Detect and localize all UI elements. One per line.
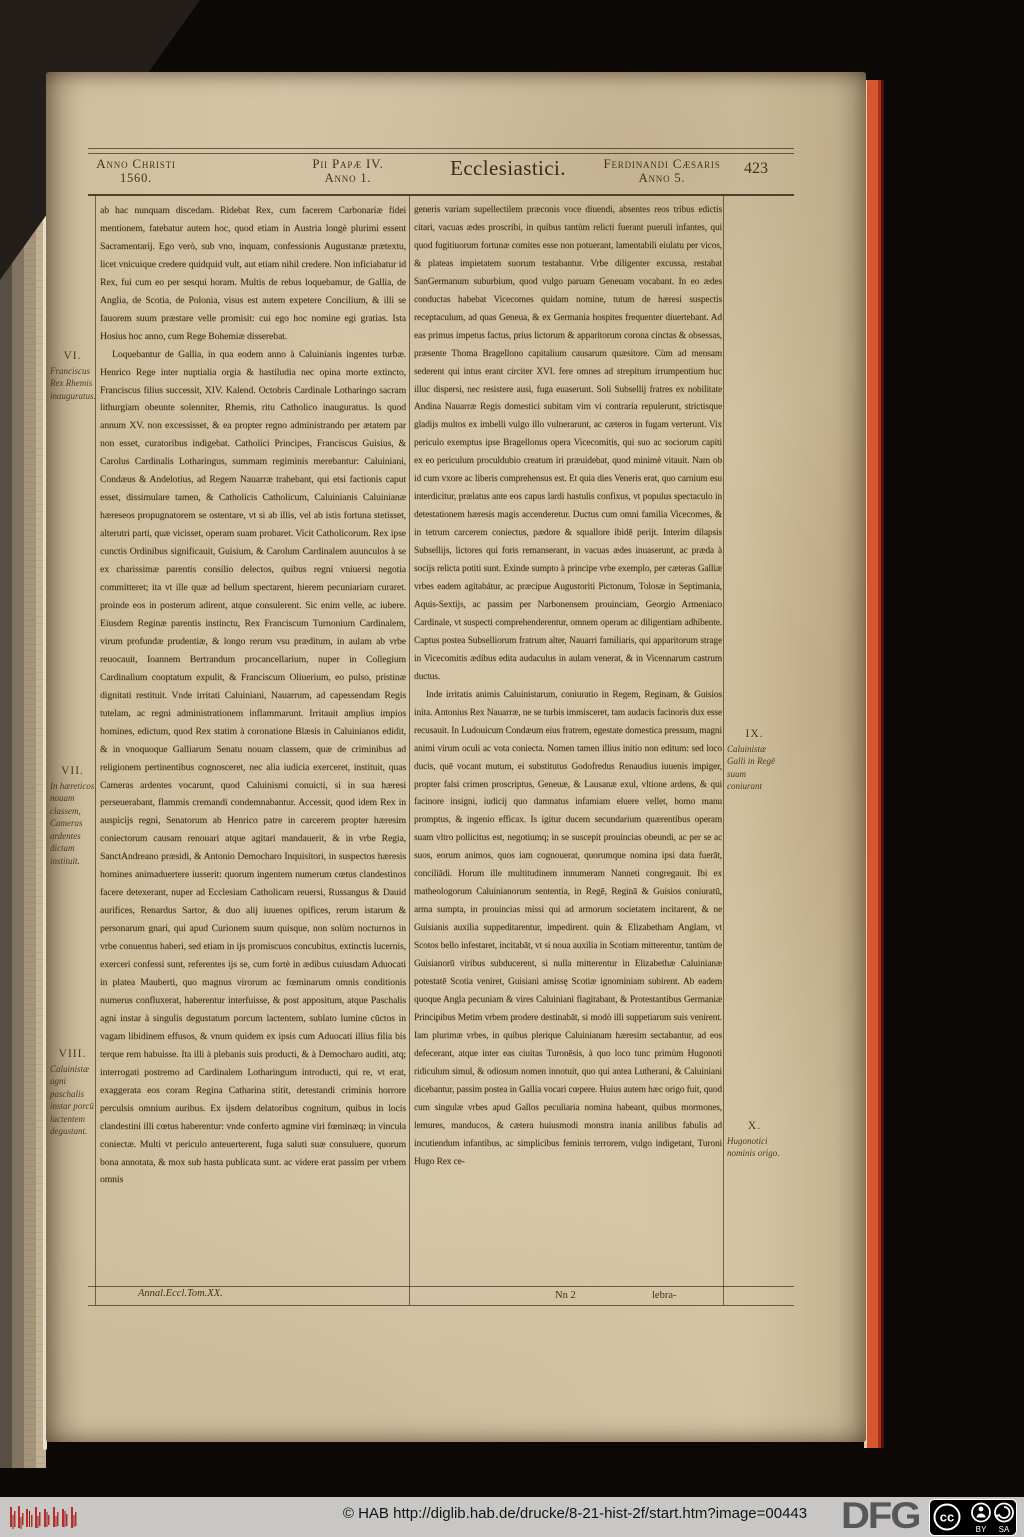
margin-note-number: IX. [745, 728, 764, 740]
margin-note-text: Franciscus Rex Rhemis inauguratus. [50, 365, 96, 401]
margin-note-text: In hæreticos nouam classem, Cameras ardentes dictam instituit. [50, 780, 95, 866]
running-header-pope-line1: Pii Papæ IV. [312, 156, 384, 171]
cc-by-label: BY [975, 1525, 987, 1534]
body-paragraph: Loquebantur de Gallia, in qua eodem anno à Caluinianis ingentes turbæ. Henrico Rege inter nuptialia orgia & hastiludia nec opina morte extincto, Franciscus filius successit, XIV. Kalend. Octobris Cardinale Lotharingo sacram lithurgiam obeunte solenniter, Rhemis, ritu Catholico inauguratus. Is quod annum XV. non excessisset, & ea propter regno administrando per ætatem par non esset, curatoribus indigebat. Catholici Principes, Franciscus Guisius, & Carolus Cardinalis Lotharingus, summam regiminis merebantur: Caluiniani, Condæus & Andelotius, ad Regem Nauarræ trahebant, qui etsi factionis caput esset, dissimulare tamen, & Catholicis Catholicum, Caluinianis Caluinianæ hæreseos propugnatorem se ostentare, vt si ab illis, vel ab istis fortuna stetisset, alterutri parti, quæ vicisset, operam suam probaret. Vicit Catholicorum. Rex ipse cunctis Ordinibus significauit, Guisium, & Carolum Cardinalem auunculos à se ex charissimæ parentis consilio delectos, quibus regni vniuersi negotia committeret; ita vt ille quæ ad bellum spectarent, hierem pecuniariam curaret. proinde eos in posterum adirent, atque consulerent. Sic enim velle, ac iubere. Eiusdem Reginæ parentis instinctu, Rex Franciscum Turnonium Cardinalem, virum profundæ prudentiæ, & longo rerum vsu præditum, in aulam ab vrbe reuocauit, Ioannem Bertrandum procancellarium, nuper in Collegium Cardinalium cooptatum expulit, & Franciscum Oliuerium, eo pulso, pristinæ dignitati restituit. Vnde irritati Caluiniani, Nauarrum, ad capessendam Regis tutelam, ac regni administrationem inflammarunt. Irritauit amplius impios homines, edictum, quod Rex statim à coronatione Blæsis in Caluinianos edidit, & in vnoquoque Galliarum Senatu nouam classem, quæ de criminibus ad religionem pertinentibus cognosceret, nec alia iudicia exerceret, instituit, quas Cameras ardentes vocarunt, quod Caluinismi conuicti, si in sua hæresi perseuerabant, flammis cremandi condemnabantur. Accessit, quod idem Rex in auspicijs regni, Senatorum ab Henrico patre in carcerem propter hæresim coniectorum causam renouari atque agitari mandauerit, & in vrbe Regia, SanctAndreano præsidi, & Antonio Democharo Inquisitori, in suspectos hæresis homines animaduertere iusserit: quorum ingentem numerum cœtus clandestinos facere detexerant, nuper ad Ecclesiam Catholicam reuersi, Russangus & Dauid aurifices, Renardus Sartor, & duo alij iuuenes opifices, rerum istarum & personarum gnari, qui apud Curionem suum quisque, non solùm nocturnos in vrbe conuentus haberi, sed etiam in ijs promiscuos concubitus, extinctis lucernis, exerceri confessi sunt, referentes ijs se, cum fortè in ædibus cuiusdam Aduocati in platea Mauberti, quo magnus virorum ac fœminarum omnis conditionis numerus confluxerat, haberentur interfuisse, & post appositum, atque Paschalis agni instar à singulis degustatum porcum lactentem, sublato lumine cūctos in vagam libidinem effusos, & vnum quidem ex ipsis cum Aduocati illius filia bis terque rem habuisse. Ita illi à plebanis suis producti, & à Democharo auditi, atq; interrogati postremo ad Cardinalem Lotharingum introducti, qui re, vt erat, exaggerata eos coram Regina Catharina stitit, detestandi criminis horrore perculsis omnium auribus. Ex ijsdem delatoribus cognitum, quibus in locis clandestini illi cœtus haberentur: vnde conferto agmine viri fœminæq; in vincula coniectæ. Multi vt periculo anteuerterent, fuga saluti suæ consuluere, quorum bona annotata, & mox sub hasta publicata sunt. ac videre erat passim per vrbem omnis [100, 348, 406, 1186]
body-paragraph: generis variam supellectilem præconis voce diuendi, absentes reos tribus edictis citari, vacuas ædes proscribi, in quibus tantùm relicti fuerant pueruli infantes, qui quod fugitiuorum fortunæ comites esse non potuerant, lamentabili eiulatu per vicos, & plateas impietatem suorum testabantur. Vrbe diligenter excussa, restabat SanGermanum suburbium, quod vulgo paruam Geneuam vocabant. In eo ædes conductas habebat Vicecomes quidam nomine, tutum de hæresi suspectis receptaculum, ad quas Geneua, & ex Germania hospites frequenter diuertebant. Ad eas primus impetus factus, prius lictorum & apparitorum corona cinctas & obsessas, præsente Thoma Bragellono capitalium causarum quæsitore. Cùm ad mensam sederent qui intus erant circiter XVI. fere omnes ad strepitum irrumpentium huc illuc dispersi, nec resistere ausi, fuga euaserunt. Soli Subsellij fratres ex nobilitate Andina Nauarræ Regis domestici subitam vim vi contraria repulerunt, strictisque gladijs multos ex imbelli vulgo illo vulnerarunt, ac cæteros in fugam verterunt. Vix periculo exemptus ipse Bragellonus opera Vicecomitis, qui suo ac sociorum capiti ex eo periculum proculdubio creatum iri præuidebat, quod minimè vitauit. Nam ob id cum vxore ac liberis comprehensus est. Et quia dies Veneris erat, quo carnium esu interdicitur, prælatus ante eos capus lardi hastulis confixus, vt populus spectaculo in detestationem hæresis magis accenderetur. Ductus cum omni familia Vicecomes, & in tetrum carcerem coniectus, pædore & squallore ibidē perijt. Interim dilapsis Subsellijs, lictores qui foris remanserant, in vacuas ædes inuaserunt, ac præda à socijs relicta potiti sunt. Exinde sumpto à principe vrbe exemplo, per cæteras Galliæ vrbes eadem agitabátur, ac præcipue Augustoriti Pictonum, Tolosæ in Septimania, Aquis-Sextijs, ac passim per Narbonensem prouinciam, Georgio Armeniaco Cardinale, vt suspecti comprehenderentur, omnem operam ac diligentiam adhibente. Captus postea Subselliorum fratrum alter, Nauarri familiaris, qui apparitorum strage in Vicecomitis ædibus edita audaculus in aulam venerat, & in Vicennarum castrum ductus. [414, 205, 722, 682]
volume-footline: Annal.Eccl.Tom.XX. [138, 1288, 223, 1299]
margin-note-number: X. [747, 1120, 762, 1132]
text-column-right [414, 202, 722, 1288]
running-header-emperor-line2: Anno 5. [638, 171, 686, 185]
margin-note-text: Caluinistæ agni paschalis instar porcū lactentem degustant. [50, 1063, 94, 1136]
header-rule [88, 148, 794, 149]
running-header-emperor [602, 156, 722, 186]
margin-note-text: Hugonotici nominis origo. [727, 1135, 780, 1158]
color-code-strip-icon [8, 1503, 80, 1533]
column-divider [409, 196, 410, 1305]
body-paragraph: Inde irritatis animis Caluinistarum, coniuratio in Regem, Reginam, & Guisios inita. Antonius Rex Nauarræ, ne se turbis immisceret, tam audacis facinoris dux esse recusauit. In Ludouicum Condæum eius fratrem, egestate domestica pressum, magni animi virum oculi ac vota coniecta. Nomen tamen illius initio non editum: sed loco ducis, quē vocant mutum, ei substitutus Godofredus Renaudius iuuenis impiger, propter falsi crimen proscriptus, Geneuæ, & Lausanæ exul, vltione ardens, & qui facinore insigni, iudicij quo damnatus infamiam eluere vellet, homo manu promptus, & ingenio efficax. Is igitur ducem secundarium quærentibus operam suam vltro pollicitus est, negotiumq; in se suscepit prouincias obeundi, ac per se ac suos, eorum animos, quos iam cognouerat, quorumque nomina ipsi data fuerāt, conciliādi. Horum ille multitudinem innumeram Nanneti congregauit. Ibi ex matheologorum Caluinianorum sententia, in Regē, Reginā & Guisios coniuratū, arma sumpta, in prouincias missi qui ad armorum societatem incitarent, & ne Guisianis auxilia suppeditarentur, impedirent. quin & Elizabetham Anglam, vt Scotos bello infestaret, incitabāt, vt si noua auxilia in Scotiam mitterentur, tantùm de Guisianorū viribus subducerent, si nulla mitterentur in Elizabethæ Caluinianæ potestatē Scotia veniret, Guisiani amissę Scotiæ ignominiam subirent. Ab eadem quoque Angla pecuniam & vires Caluiniani flagitabant, & Protestantibus Germaniæ Principibus Metim vrbem prodere destinabāt, si modò illi suppetiarum suis venirent. Iam plurimæ vrbes, in quibus plerique Caluinianam hæresim sectabantur, ad eos defecerant, atque inter eas ciuitas Turonēsis, à quo loco tunc primùm Hugonoti ridiculum simul, & odiosum nomen innotuit, quo qui antea Lutherani, & Caluiniani dicebantur, passim postea in Gallia vocari cœpere. Huius autem hæc origo fuit, quod cum singulæ vrbes apud Gallos peculiaria nomina habeant, quibus mormones, lemures, manducos, & cætera huiusmodi monstra inania anilibus fabulis ad incutiendum infantibus, ac simplicibus feminis terrorem, vulgo indigetant, Turoni Hugo Rex ce- [414, 689, 722, 1167]
book-edge-strip [12, 56, 24, 1468]
catchword: lebra- [652, 1290, 677, 1301]
margin-rule-right [723, 196, 724, 1305]
copyright-url-text: © HAB http://diglib.hab.de/drucke/8-21-hist-2f/start.htm?image=00443 [342, 1505, 808, 1522]
running-header-pope [288, 156, 408, 186]
text-column-left [100, 202, 406, 1288]
svg-text:cc: cc [939, 1509, 955, 1525]
page-scan [46, 72, 866, 1442]
margin-note [50, 1048, 95, 1138]
header-rule [88, 153, 794, 154]
margin-note [727, 1120, 782, 1160]
running-header-era-line2: 1560. [119, 171, 153, 185]
dfg-logo: DFG [841, 1495, 920, 1537]
footer-rule [88, 1305, 794, 1306]
signature-mark: Nn 2 [555, 1290, 576, 1301]
running-header-emperor-line1: Ferdinandi Cæsaris [603, 156, 721, 171]
page-number: 423 [744, 160, 768, 177]
margin-note [50, 765, 95, 867]
margin-note [50, 350, 95, 402]
margin-note-number: VI. [63, 350, 82, 362]
header-rule [88, 194, 794, 196]
body-paragraph: ab hac nunquam discedam. Ridebat Rex, cum facerem Carbonariæ fidei mentionem, fatebatur autem hoc, quod etiam in Austria longè plurimi essent Sacramentarij. Ego verò, sub vno, inquam, confessionis Augustanæ prætextu, licet vnicuique credere quidquid vult, aut etiam nihil credere. Non inficiabatur id Rex, fui cum eo per sesqui horam. Multis de rebus loquebamur, de Gallia, de Anglia, de Scotia, de Polonia, visus est autem expetere Concilium, & illi se fauorem suum præstare velle promisit: cui ego hoc nomine egi gratias. Ista Hosius hoc anno, cum Rege Bohemiæ disserebat. [100, 205, 406, 342]
margin-note-text: Caluinistæ Galli in Regē suum coniurant [727, 743, 775, 791]
margin-rule-left [95, 196, 96, 1305]
cc-sa-label: SA [998, 1525, 1010, 1534]
book-edge-strip [24, 56, 36, 1468]
cc-license-badge [929, 1499, 1017, 1536]
running-header-era-line1: Anno Christi [96, 156, 176, 171]
running-header-pope-line2: Anno 1. [324, 171, 372, 185]
margin-note-number: VIII. [58, 1048, 87, 1060]
footer-rule [88, 1286, 794, 1287]
running-header-era [76, 156, 196, 186]
margin-note-number: VII. [61, 765, 84, 777]
page-title: Ecclesiastici. [450, 156, 566, 180]
book-fore-edge-stripe [864, 80, 884, 1448]
margin-note [727, 728, 782, 793]
